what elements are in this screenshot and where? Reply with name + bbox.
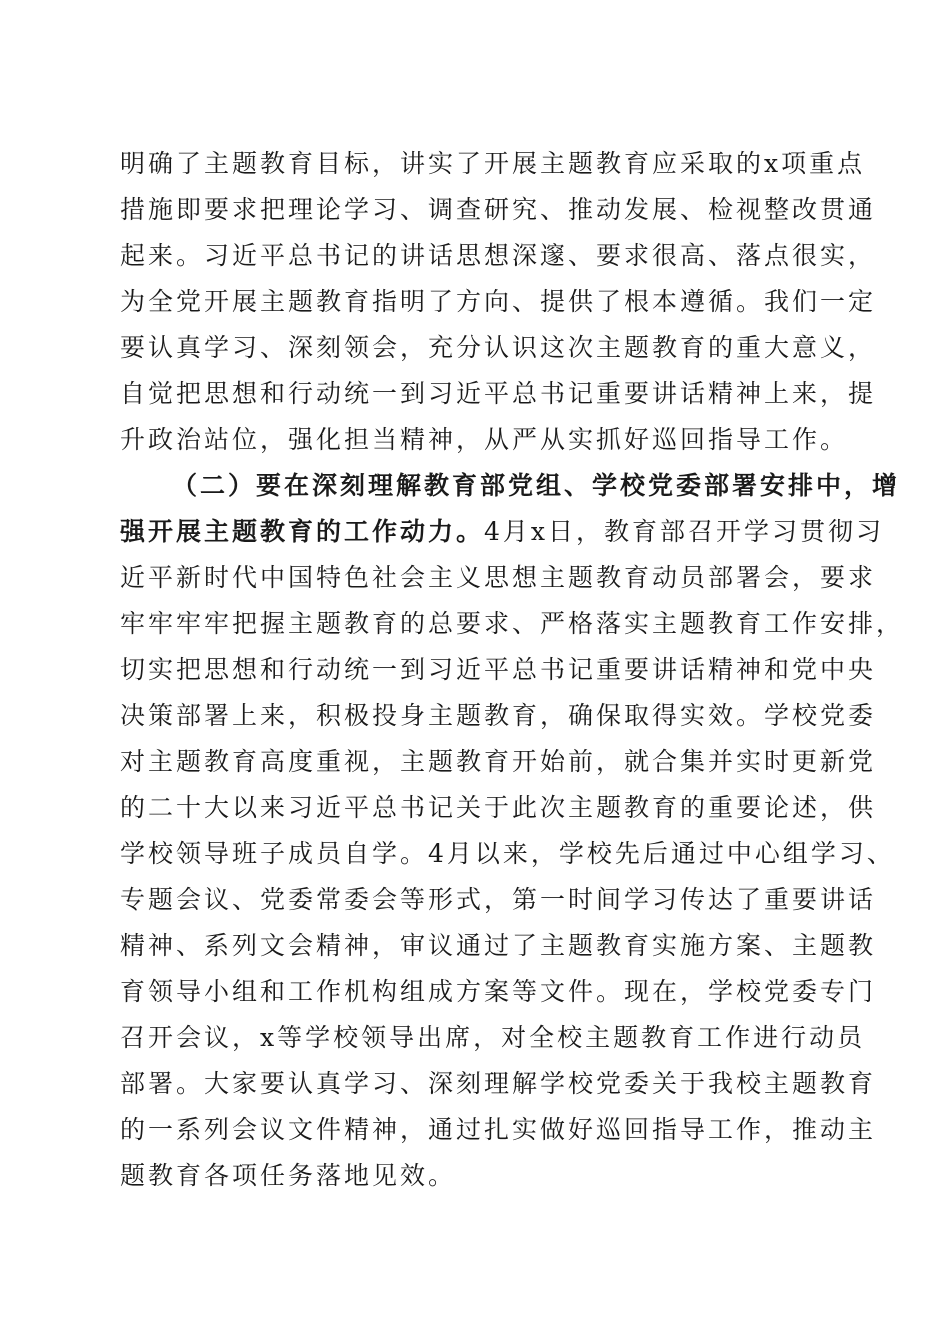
paragraph-line: 召开会议，x等学校领导出席，对全校主题教育工作进行动员	[120, 1023, 866, 1052]
paragraph-line: 明确了主题教育目标，讲实了开展主题教育应采取的x项重点	[120, 149, 866, 178]
paragraph-line: 专题会议、党委常委会等形式，第一时间学习传达了重要讲话	[120, 885, 877, 914]
paragraph-line: 要认真学习、深刻领会，充分认识这次主题教育的重大意义，	[120, 333, 877, 362]
paragraph-line: 育领导小组和工作机构组成方案等文件。现在，学校党委专门	[120, 977, 877, 1006]
paragraph-line: 精神、系列文会精神，审议通过了主题教育实施方案、主题教	[120, 931, 877, 960]
paragraph-line: 的一系列会议文件精神，通过扎实做好巡回指导工作，推动主	[120, 1115, 877, 1144]
paragraph-line: 的二十大以来习近平总书记关于此次主题教育的重要论述，供	[120, 793, 877, 822]
paragraph-line: 为全党开展主题教育指明了方向、提供了根本遵循。我们一定	[120, 287, 877, 316]
paragraph-line: 切实把思想和行动统一到习近平总书记重要讲话精神和党中央	[120, 655, 877, 684]
paragraph-line: 学校领导班子成员自学。4月以来，学校先后通过中心组学习、	[120, 839, 895, 868]
paragraph-line: 起来。习近平总书记的讲话思想深邃、要求很高、落点很实，	[120, 241, 877, 270]
paragraph-line: 升政治站位，强化担当精神，从严从实抓好巡回指导工作。	[120, 425, 849, 454]
paragraph-line: 近平新时代中国特色社会主义思想主题教育动员部署会，要求	[120, 563, 877, 592]
paragraph-line: 牢牢牢牢把握主题教育的总要求、严格落实主题教育工作安排，	[120, 609, 905, 638]
paragraph-line: 对主题教育高度重视，主题教育开始前，就合集并实时更新党	[120, 747, 877, 776]
paragraph-line: 部署。大家要认真学习、深刻理解学校党委关于我校主题教育	[120, 1069, 877, 1098]
section-heading-line: （二）要在深刻理解教育部党组、学校党委部署安排中，增	[172, 471, 901, 500]
paragraph-line: 决策部署上来，积极投身主题教育，确保取得实效。学校党委	[120, 701, 877, 730]
section-heading-line-mixed	[120, 512, 885, 552]
paragraph-line: 措施即要求把理论学习、调查研究、推动发展、检视整改贯通	[120, 195, 877, 224]
paragraph-line: 题教育各项任务落地见效。	[120, 1161, 457, 1190]
paragraph-line: 自觉把思想和行动统一到习近平总书记重要讲话精神上来，提	[120, 379, 877, 408]
section-heading-tail: 强开展主题教育的工作动力。	[120, 517, 485, 546]
paragraph-text: 4月x日，教育部召开学习贯彻习	[484, 517, 885, 546]
